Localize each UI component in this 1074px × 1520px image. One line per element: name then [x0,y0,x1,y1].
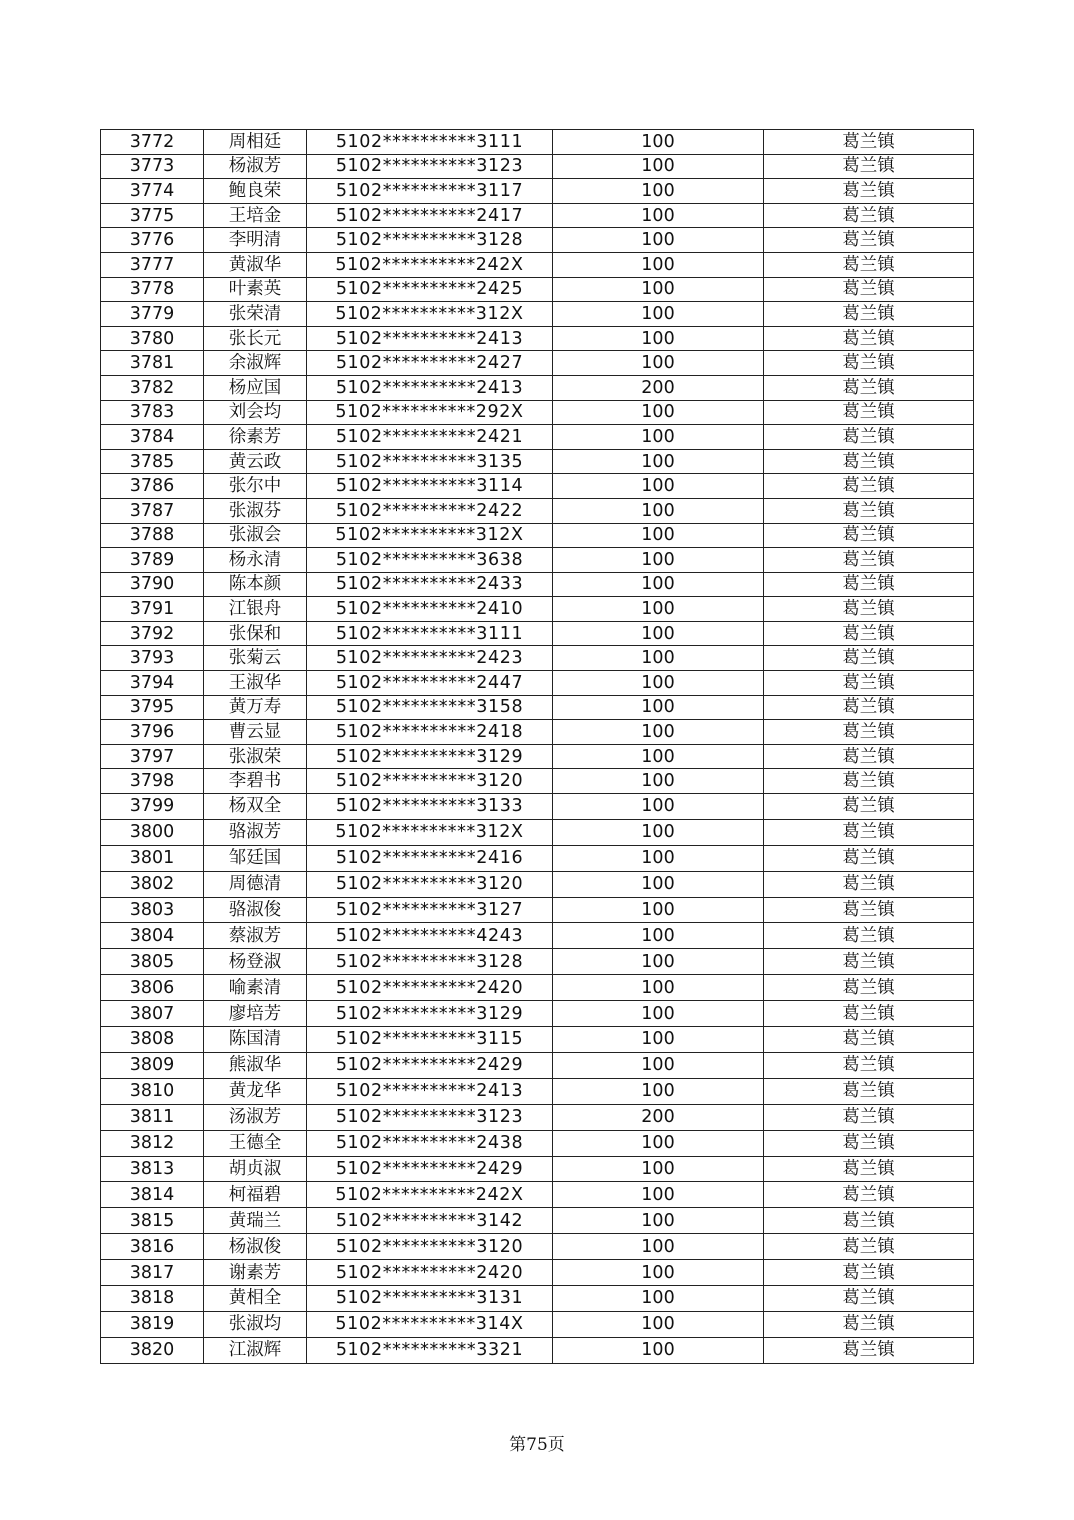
town-cell: 葛兰镇 [764,794,974,820]
amount-cell: 100 [553,179,764,204]
town-cell: 葛兰镇 [764,1337,974,1363]
table-row [101,769,974,794]
town-cell: 葛兰镇 [764,375,974,400]
amount-cell: 100 [553,845,764,871]
town-cell: 葛兰镇 [764,449,974,474]
id-number-cell: 5102**********3129 [307,1001,553,1027]
amount-cell: 100 [553,277,764,302]
amount-cell: 100 [553,351,764,376]
town-cell: 葛兰镇 [764,1078,974,1104]
serial-number-cell: 3793 [101,646,204,671]
serial-number-cell: 3783 [101,400,204,425]
table-row [101,498,974,523]
id-number-cell: 5102**********2416 [307,845,553,871]
serial-number-cell: 3817 [101,1260,204,1286]
roster-table-body [101,130,974,1364]
id-number-cell: 5102**********2413 [307,1078,553,1104]
name-cell: 周德清 [204,871,307,897]
table-row [101,130,974,155]
serial-number-cell: 3804 [101,923,204,949]
town-cell: 葛兰镇 [764,130,974,155]
id-number-cell: 5102**********4243 [307,923,553,949]
serial-number-cell: 3777 [101,252,204,277]
id-number-cell: 5102**********314X [307,1311,553,1337]
id-number-cell: 5102**********2417 [307,203,553,228]
town-cell: 葛兰镇 [764,252,974,277]
table-row [101,302,974,327]
serial-number-cell: 3797 [101,744,204,769]
id-number-cell: 5102**********3115 [307,1027,553,1053]
table-row [101,1001,974,1027]
id-number-cell: 5102**********3129 [307,744,553,769]
amount-cell: 100 [553,203,764,228]
amount-cell: 100 [553,794,764,820]
table-row [101,621,974,646]
name-cell: 骆淑俊 [204,897,307,923]
serial-number-cell: 3775 [101,203,204,228]
amount-cell: 100 [553,1078,764,1104]
table-row [101,228,974,253]
serial-number-cell: 3811 [101,1104,204,1130]
amount-cell: 100 [553,871,764,897]
town-cell: 葛兰镇 [764,1001,974,1027]
id-number-cell: 5102**********3142 [307,1208,553,1234]
table-row [101,474,974,499]
table-row [101,326,974,351]
table-row [101,548,974,573]
amount-cell: 100 [553,695,764,720]
amount-cell: 100 [553,449,764,474]
town-cell: 葛兰镇 [764,1285,974,1311]
table-row [101,949,974,975]
serial-number-cell: 3809 [101,1052,204,1078]
serial-number-cell: 3779 [101,302,204,327]
id-number-cell: 5102**********242X [307,1182,553,1208]
name-cell: 黄淑华 [204,252,307,277]
serial-number-cell: 3796 [101,720,204,745]
serial-number-cell: 3795 [101,695,204,720]
town-cell: 葛兰镇 [764,1260,974,1286]
serial-number-cell: 3778 [101,277,204,302]
amount-cell: 100 [553,1052,764,1078]
id-number-cell: 5102**********2420 [307,1260,553,1286]
name-cell: 李碧书 [204,769,307,794]
amount-cell: 100 [553,425,764,450]
town-cell: 葛兰镇 [764,228,974,253]
amount-cell: 100 [553,819,764,845]
table-row [101,1156,974,1182]
serial-number-cell: 3806 [101,975,204,1001]
serial-number-cell: 3803 [101,897,204,923]
id-number-cell: 5102**********3123 [307,154,553,179]
id-number-cell: 5102**********3120 [307,871,553,897]
town-cell: 葛兰镇 [764,695,974,720]
town-cell: 葛兰镇 [764,1130,974,1156]
amount-cell: 100 [553,154,764,179]
table-row [101,1052,974,1078]
table-row [101,871,974,897]
name-cell: 杨淑俊 [204,1234,307,1260]
id-number-cell: 5102**********2438 [307,1130,553,1156]
town-cell: 葛兰镇 [764,326,974,351]
town-cell: 葛兰镇 [764,498,974,523]
id-number-cell: 5102**********3638 [307,548,553,573]
table-row [101,375,974,400]
name-cell: 张淑荣 [204,744,307,769]
amount-cell: 100 [553,1311,764,1337]
name-cell: 汤淑芳 [204,1104,307,1130]
id-number-cell: 5102**********2422 [307,498,553,523]
table-row [101,1311,974,1337]
name-cell: 谢素芳 [204,1260,307,1286]
name-cell: 骆淑芳 [204,819,307,845]
name-cell: 柯福碧 [204,1182,307,1208]
town-cell: 葛兰镇 [764,154,974,179]
name-cell: 张长元 [204,326,307,351]
town-cell: 葛兰镇 [764,1052,974,1078]
id-number-cell: 5102**********3128 [307,949,553,975]
town-cell: 葛兰镇 [764,845,974,871]
amount-cell: 100 [553,1027,764,1053]
serial-number-cell: 3791 [101,597,204,622]
town-cell: 葛兰镇 [764,302,974,327]
town-cell: 葛兰镇 [764,949,974,975]
amount-cell: 100 [553,1182,764,1208]
town-cell: 葛兰镇 [764,179,974,204]
serial-number-cell: 3808 [101,1027,204,1053]
serial-number-cell: 3814 [101,1182,204,1208]
town-cell: 葛兰镇 [764,474,974,499]
table-row [101,425,974,450]
amount-cell: 100 [553,720,764,745]
id-number-cell: 5102**********3117 [307,179,553,204]
table-row [101,154,974,179]
serial-number-cell: 3794 [101,671,204,696]
table-row [101,1285,974,1311]
name-cell: 杨双全 [204,794,307,820]
name-cell: 曹云显 [204,720,307,745]
table-row [101,597,974,622]
name-cell: 王德全 [204,1130,307,1156]
id-number-cell: 5102**********2420 [307,975,553,1001]
town-cell: 葛兰镇 [764,1234,974,1260]
serial-number-cell: 3784 [101,425,204,450]
town-cell: 葛兰镇 [764,923,974,949]
name-cell: 黄云政 [204,449,307,474]
town-cell: 葛兰镇 [764,425,974,450]
town-cell: 葛兰镇 [764,975,974,1001]
id-number-cell: 5102**********2433 [307,572,553,597]
name-cell: 喻素清 [204,975,307,1001]
amount-cell: 100 [553,923,764,949]
table-row [101,744,974,769]
town-cell: 葛兰镇 [764,1027,974,1053]
serial-number-cell: 3776 [101,228,204,253]
amount-cell: 100 [553,897,764,923]
serial-number-cell: 3773 [101,154,204,179]
id-number-cell: 5102**********3321 [307,1337,553,1363]
id-number-cell: 5102**********312X [307,523,553,548]
name-cell: 鲍良荣 [204,179,307,204]
amount-cell: 100 [553,498,764,523]
town-cell: 葛兰镇 [764,720,974,745]
town-cell: 葛兰镇 [764,572,974,597]
name-cell: 蔡淑芳 [204,923,307,949]
name-cell: 刘会均 [204,400,307,425]
name-cell: 张淑会 [204,523,307,548]
town-cell: 葛兰镇 [764,203,974,228]
town-cell: 葛兰镇 [764,769,974,794]
name-cell: 徐素芳 [204,425,307,450]
amount-cell: 100 [553,400,764,425]
table-row [101,975,974,1001]
name-cell: 周相廷 [204,130,307,155]
town-cell: 葛兰镇 [764,819,974,845]
amount-cell: 100 [553,1234,764,1260]
table-row [101,1078,974,1104]
serial-number-cell: 3819 [101,1311,204,1337]
amount-cell: 100 [553,548,764,573]
amount-cell: 100 [553,597,764,622]
table-row [101,252,974,277]
amount-cell: 100 [553,228,764,253]
id-number-cell: 5102**********3111 [307,130,553,155]
serial-number-cell: 3782 [101,375,204,400]
id-number-cell: 5102**********3128 [307,228,553,253]
serial-number-cell: 3805 [101,949,204,975]
table-row [101,449,974,474]
amount-cell: 100 [553,975,764,1001]
id-number-cell: 5102**********3114 [307,474,553,499]
amount-cell: 100 [553,744,764,769]
serial-number-cell: 3800 [101,819,204,845]
name-cell: 张菊云 [204,646,307,671]
amount-cell: 100 [553,621,764,646]
serial-number-cell: 3820 [101,1337,204,1363]
serial-number-cell: 3813 [101,1156,204,1182]
id-number-cell: 5102**********3127 [307,897,553,923]
name-cell: 李明清 [204,228,307,253]
id-number-cell: 5102**********2447 [307,671,553,696]
id-number-cell: 5102**********2410 [307,597,553,622]
table-row [101,523,974,548]
name-cell: 熊淑华 [204,1052,307,1078]
id-number-cell: 5102**********3123 [307,1104,553,1130]
name-cell: 陈本颜 [204,572,307,597]
name-cell: 张淑均 [204,1311,307,1337]
town-cell: 葛兰镇 [764,1104,974,1130]
table-row [101,1104,974,1130]
serial-number-cell: 3798 [101,769,204,794]
name-cell: 江银舟 [204,597,307,622]
table-row [101,179,974,204]
amount-cell: 100 [553,252,764,277]
amount-cell: 100 [553,572,764,597]
serial-number-cell: 3772 [101,130,204,155]
serial-number-cell: 3807 [101,1001,204,1027]
serial-number-cell: 3788 [101,523,204,548]
id-number-cell: 5102**********2421 [307,425,553,450]
id-number-cell: 5102**********3158 [307,695,553,720]
table-row [101,819,974,845]
name-cell: 张荣清 [204,302,307,327]
town-cell: 葛兰镇 [764,400,974,425]
table-row [101,897,974,923]
serial-number-cell: 3780 [101,326,204,351]
town-cell: 葛兰镇 [764,1311,974,1337]
id-number-cell: 5102**********312X [307,819,553,845]
table-row [101,671,974,696]
serial-number-cell: 3790 [101,572,204,597]
serial-number-cell: 3818 [101,1285,204,1311]
amount-cell: 100 [553,1208,764,1234]
name-cell: 张尔中 [204,474,307,499]
serial-number-cell: 3789 [101,548,204,573]
town-cell: 葛兰镇 [764,351,974,376]
amount-cell: 100 [553,130,764,155]
serial-number-cell: 3812 [101,1130,204,1156]
amount-cell: 100 [553,671,764,696]
id-number-cell: 5102**********3120 [307,1234,553,1260]
amount-cell: 100 [553,1337,764,1363]
id-number-cell: 5102**********2423 [307,646,553,671]
id-number-cell: 5102**********2413 [307,326,553,351]
amount-cell: 100 [553,769,764,794]
amount-cell: 200 [553,1104,764,1130]
town-cell: 葛兰镇 [764,744,974,769]
table-row [101,1260,974,1286]
town-cell: 葛兰镇 [764,523,974,548]
name-cell: 杨登淑 [204,949,307,975]
id-number-cell: 5102**********3111 [307,621,553,646]
id-number-cell: 5102**********2429 [307,1156,553,1182]
serial-number-cell: 3786 [101,474,204,499]
name-cell: 江淑辉 [204,1337,307,1363]
name-cell: 杨应国 [204,375,307,400]
name-cell: 邹廷国 [204,845,307,871]
table-row [101,695,974,720]
amount-cell: 100 [553,646,764,671]
town-cell: 葛兰镇 [764,621,974,646]
name-cell: 黄相全 [204,1285,307,1311]
name-cell: 黄龙华 [204,1078,307,1104]
town-cell: 葛兰镇 [764,671,974,696]
amount-cell: 100 [553,474,764,499]
name-cell: 王培金 [204,203,307,228]
serial-number-cell: 3799 [101,794,204,820]
serial-number-cell: 3785 [101,449,204,474]
name-cell: 黄万寿 [204,695,307,720]
amount-cell: 100 [553,302,764,327]
town-cell: 葛兰镇 [764,548,974,573]
town-cell: 葛兰镇 [764,277,974,302]
id-number-cell: 5102**********3120 [307,769,553,794]
id-number-cell: 5102**********312X [307,302,553,327]
id-number-cell: 5102**********2427 [307,351,553,376]
serial-number-cell: 3801 [101,845,204,871]
amount-cell: 100 [553,1001,764,1027]
amount-cell: 200 [553,375,764,400]
table-row [101,646,974,671]
table-row [101,1130,974,1156]
town-cell: 葛兰镇 [764,897,974,923]
table-row [101,1234,974,1260]
table-row [101,1208,974,1234]
serial-number-cell: 3802 [101,871,204,897]
serial-number-cell: 3774 [101,179,204,204]
amount-cell: 100 [553,1130,764,1156]
id-number-cell: 5102**********2413 [307,375,553,400]
id-number-cell: 5102**********2418 [307,720,553,745]
id-number-cell: 5102**********242X [307,252,553,277]
name-cell: 余淑辉 [204,351,307,376]
page-number: 第75页 [509,1435,565,1455]
id-number-cell: 5102**********292X [307,400,553,425]
table-row [101,923,974,949]
id-number-cell: 5102**********2429 [307,1052,553,1078]
table-row [101,277,974,302]
town-cell: 葛兰镇 [764,1208,974,1234]
serial-number-cell: 3815 [101,1208,204,1234]
table-row [101,845,974,871]
table-row [101,400,974,425]
table-row [101,351,974,376]
name-cell: 叶素英 [204,277,307,302]
table-row [101,1182,974,1208]
amount-cell: 100 [553,326,764,351]
amount-cell: 100 [553,949,764,975]
serial-number-cell: 3792 [101,621,204,646]
table-row [101,1027,974,1053]
serial-number-cell: 3781 [101,351,204,376]
name-cell: 黄瑞兰 [204,1208,307,1234]
name-cell: 胡贞淑 [204,1156,307,1182]
amount-cell: 100 [553,1285,764,1311]
table-row [101,572,974,597]
town-cell: 葛兰镇 [764,871,974,897]
table-row [101,794,974,820]
id-number-cell: 5102**********3133 [307,794,553,820]
name-cell: 王淑华 [204,671,307,696]
town-cell: 葛兰镇 [764,1182,974,1208]
town-cell: 葛兰镇 [764,597,974,622]
serial-number-cell: 3810 [101,1078,204,1104]
amount-cell: 100 [553,523,764,548]
id-number-cell: 5102**********3131 [307,1285,553,1311]
amount-cell: 100 [553,1156,764,1182]
serial-number-cell: 3787 [101,498,204,523]
town-cell: 葛兰镇 [764,646,974,671]
subsidy-roster-table [100,129,974,1364]
name-cell: 张淑芬 [204,498,307,523]
name-cell: 杨淑芳 [204,154,307,179]
serial-number-cell: 3816 [101,1234,204,1260]
name-cell: 张保和 [204,621,307,646]
id-number-cell: 5102**********3135 [307,449,553,474]
town-cell: 葛兰镇 [764,1156,974,1182]
amount-cell: 100 [553,1260,764,1286]
table-row [101,1337,974,1363]
name-cell: 杨永清 [204,548,307,573]
table-row [101,720,974,745]
table-row [101,203,974,228]
name-cell: 廖培芳 [204,1001,307,1027]
id-number-cell: 5102**********2425 [307,277,553,302]
name-cell: 陈国清 [204,1027,307,1053]
